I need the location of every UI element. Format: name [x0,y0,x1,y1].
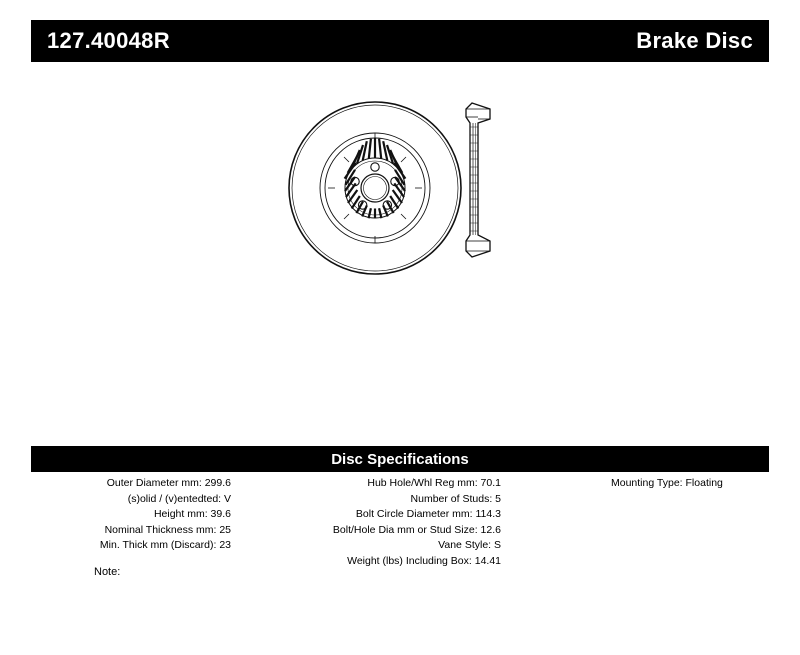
spec-item: Vane Style: S [438,539,501,551]
header-bar [31,20,769,62]
spec-item: Bolt Circle Diameter mm: 114.3 [355,508,501,520]
spec-item: Min. Thick mm (Discard): 23 [99,539,231,551]
spec-item: Mounting Type: Floating [611,477,723,489]
product-drawing [280,85,580,295]
spec-item: (s)olid / (v)entedted: V [127,492,231,505]
spec-item: Height mm: 39.6 [153,508,231,520]
disc-specifications-header [31,446,769,472]
disc-specifications-body [31,476,769,569]
spec-item: Outer Diameter mm: 299.6 [106,477,231,489]
spec-item: Number of Studs: 5 [410,492,501,505]
specs-column-middle [231,476,501,569]
specs-column-left [31,476,231,569]
spec-item: Hub Hole/Whl Reg mm: 70.1 [367,477,501,489]
spec-item: Weight (lbs) Including Box: 14.41 [347,554,501,567]
specs-column-right [501,476,769,569]
specs-title: Disc Specifications [331,450,469,468]
note-label: Note: [94,566,121,578]
brake-rotor-face-icon [289,102,461,274]
page-title: Brake Disc [636,28,753,53]
note-row [31,566,769,578]
part-number: 127.40048R [47,28,170,53]
spec-item: Nominal Thickness mm: 25 [104,523,231,536]
brake-rotor-cross-section-icon [466,103,490,257]
spec-item: Bolt/Hole Dia mm or Stud Size: 12.6 [332,523,501,536]
